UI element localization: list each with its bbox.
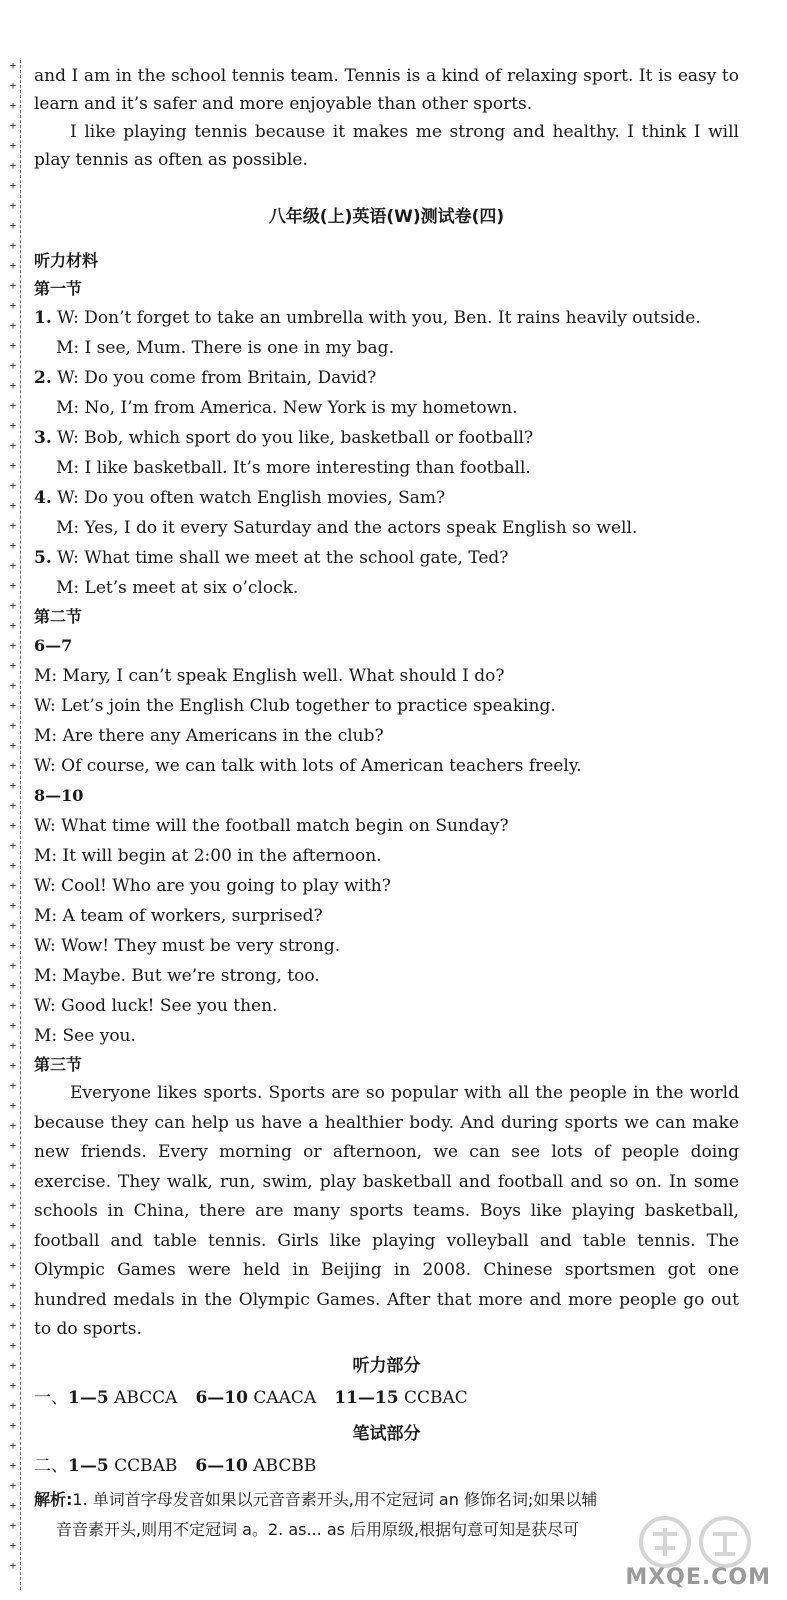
binding-tick: + (9, 1559, 17, 1572)
question-range: 8—10 (34, 786, 84, 805)
dialog-line: W: Of course, we can talk with lots of American teachers freely. (34, 756, 582, 776)
top-paragraph-1: and I am in the school tennis team. Tennis is a kind of relaxing sport. It is easy to learn and it’s safer and more enjoyable than other sports. (34, 66, 739, 114)
binding-tick: + (9, 519, 17, 532)
binding-tick: + (9, 879, 17, 892)
binding-tick: + (9, 959, 17, 972)
dialog-line: M: Yes, I do it every Saturday and the actors speak English so well. (56, 518, 638, 538)
binding-tick: + (9, 179, 17, 192)
dialog-text: W: Don’t forget to take an umbrella with you, Ben. It rains heavily outside. (57, 308, 701, 328)
binding-tick: + (9, 939, 17, 952)
listening-heading: 听力材料 (34, 251, 99, 270)
dialog-line: M: See you. (34, 1026, 136, 1046)
dialog-line (34, 363, 739, 393)
binding-tick: + (9, 439, 17, 452)
answer-range: 6—10 (195, 1387, 248, 1408)
binding-tick: + (9, 479, 17, 492)
writing-answers (34, 1451, 739, 1481)
dialog-line: M: Are there any Americans in the club? (34, 726, 384, 746)
binding-tick: + (9, 579, 17, 592)
binding-tick: + (9, 339, 17, 352)
analysis-line-2: 音音素开头,则用不定冠词 a。2. as... as 后用原级,根据句意可知是获尽可 (56, 1519, 580, 1539)
section1-heading: 第一节 (34, 279, 83, 298)
item-number: 3. (34, 428, 52, 448)
binding-tick: + (9, 1099, 17, 1112)
binding-tick: + (9, 99, 17, 112)
top-paragraph-2: I like playing tennis because it makes me strong and healthy. I think I will play tennis as often as possible. (34, 122, 739, 170)
binding-tick: + (9, 799, 17, 812)
section2-heading: 第二节 (34, 607, 83, 626)
binding-tick: + (9, 1139, 17, 1152)
dialog-line: M: No, I’m from America. New York is my hometown. (56, 398, 518, 418)
binding-tick: + (9, 319, 17, 332)
binding-tick: + (9, 659, 17, 672)
binding-tick: + (9, 1339, 17, 1352)
section3-passage: Everyone likes sports. Sports are so popular with all the people in the world because they can help us have a healthier body. And during sports we can make new friends. Every morning or afternoon, we can see lots of people doing exercise. They walk, run, swim, play basketball and football and so on. In some schools in China, there are many sports teams. Boys like playing basketball, football and table tennis. Girls like playing volleyball and table tennis. The Olympic Games were held in Beijing in 2008. Chinese sportsmen got one hundred medals in the Olympic Games. After that more and more people go out to do sports. (34, 1083, 739, 1339)
item-number: 2. (34, 368, 52, 388)
binding-tick: + (9, 499, 17, 512)
item-number: 1. (34, 308, 52, 328)
answer-prefix: 一、 (34, 1387, 68, 1408)
binding-tick: + (9, 859, 17, 872)
binding-tick: + (9, 1539, 17, 1552)
binding-tick: + (9, 419, 17, 432)
writing-part-title: 笔试部分 (352, 1423, 421, 1444)
binding-tick: + (9, 1119, 17, 1132)
binding-tick: + (9, 1479, 17, 1492)
dialog-line: W: Good luck! See you then. (34, 996, 278, 1016)
analysis-text: 1. 单词首字母发音如果以元音音素开头,用不定冠词 an 修饰名词;如果以辅 (72, 1489, 598, 1509)
binding-tick: + (9, 1219, 17, 1232)
binding-tick: + (9, 619, 17, 632)
section2-dialog2 (34, 811, 739, 1051)
binding-tick: + (9, 699, 17, 712)
section2-dialog1 (34, 661, 739, 781)
dialog-line (34, 483, 739, 513)
binding-tick: + (9, 219, 17, 232)
binding-tick: + (9, 539, 17, 552)
dialog-line (34, 303, 739, 333)
binding-tick: + (9, 139, 17, 152)
section3-heading: 第三节 (34, 1055, 83, 1074)
answer-key: CAACA (253, 1387, 317, 1408)
answer-key: CCBAB (114, 1455, 178, 1476)
binding-tick: + (9, 679, 17, 692)
dialog-text: W: Do you often watch English movies, Sam? (57, 488, 446, 508)
answer-key: ABCBB (253, 1455, 317, 1476)
document-page (34, 62, 739, 1545)
binding-tick: + (9, 1199, 17, 1212)
answer-range: 11—15 (334, 1387, 399, 1408)
binding-tick: + (9, 639, 17, 652)
question-range: 6—7 (34, 636, 73, 655)
binding-tick: + (9, 979, 17, 992)
binding-tick: + (9, 1239, 17, 1252)
binding-tick: + (9, 719, 17, 732)
dialog-line: M: Mary, I can’t speak English well. What should I do? (34, 666, 505, 686)
binding-tick: + (9, 1079, 17, 1092)
dialog-line: M: I like basketball. It’s more interesting than football. (56, 458, 531, 478)
analysis-label: 解析: (34, 1489, 73, 1509)
item-number: 5. (34, 548, 52, 568)
binding-tick: + (9, 899, 17, 912)
test-title: 八年级(上)英语(W)测试卷(四) (268, 207, 505, 227)
binding-tick: + (9, 919, 17, 932)
binding-tick: + (9, 119, 17, 132)
binding-tick: + (9, 1039, 17, 1052)
binding-tick: + (9, 259, 17, 272)
binding-tick: + (9, 1259, 17, 1272)
dialog-line: W: What time will the football match begin on Sunday? (34, 816, 509, 836)
section1-dialogs (34, 303, 739, 603)
binding-tick: + (9, 1439, 17, 1452)
binding-tick: + (9, 1059, 17, 1072)
listening-part-title: 听力部分 (352, 1355, 421, 1376)
binding-tick: + (9, 159, 17, 172)
binding-tick: + (9, 1499, 17, 1512)
dialog-line (34, 543, 739, 573)
binding-tick: + (9, 839, 17, 852)
dialog-text: W: Do you come from Britain, David? (57, 368, 377, 388)
binding-tick: + (9, 759, 17, 772)
dialog-line: M: Let’s meet at six o’clock. (56, 578, 299, 598)
binding-tick: + (9, 1179, 17, 1192)
binding-tick: + (9, 379, 17, 392)
binding-tick: + (9, 1379, 17, 1392)
answer-key: ABCCA (114, 1387, 178, 1408)
binding-tick: + (9, 1019, 17, 1032)
binding-tick: + (9, 1399, 17, 1412)
binding-tick: + (9, 1359, 17, 1372)
binding-tick: + (9, 1319, 17, 1332)
binding-tick: + (9, 559, 17, 572)
dialog-line: W: Let’s join the English Club together to practice speaking. (34, 696, 556, 716)
answer-range: 1—5 (68, 1455, 109, 1476)
binding-tick: + (9, 1419, 17, 1432)
binding-tick: + (9, 359, 17, 372)
binding-tick: + (9, 739, 17, 752)
binding-tick: + (9, 999, 17, 1012)
binding-tick: + (9, 1159, 17, 1172)
dialog-text: W: Bob, which sport do you like, basketball or football? (57, 428, 534, 448)
watermark-text: MXQE.COM (625, 1565, 771, 1590)
dialog-text: W: What time shall we meet at the school gate, Ted? (57, 548, 509, 568)
binding-tick: + (9, 1459, 17, 1472)
dialog-line: M: Maybe. But we’re strong, too. (34, 966, 320, 986)
binding-tick: + (9, 199, 17, 212)
binding-tick: + (9, 779, 17, 792)
binding-tick: + (9, 599, 17, 612)
binding-tick: + (9, 399, 17, 412)
dialog-line: W: Cool! Who are you going to play with? (34, 876, 391, 896)
listening-answers (34, 1383, 739, 1413)
binding-tick: + (9, 79, 17, 92)
analysis-line-1 (34, 1485, 739, 1515)
binding-tick: + (9, 279, 17, 292)
answer-key: CCBAC (403, 1387, 468, 1408)
dialog-line (34, 423, 739, 453)
answer-range: 6—10 (195, 1455, 248, 1476)
binding-tick: + (9, 239, 17, 252)
binding-margin (6, 60, 21, 1590)
binding-tick: + (9, 59, 17, 72)
dialog-line: M: I see, Mum. There is one in my bag. (56, 338, 394, 358)
binding-tick: + (9, 1299, 17, 1312)
binding-tick: + (9, 1279, 17, 1292)
dialog-line: W: Wow! They must be very strong. (34, 936, 341, 956)
dialog-line: M: A team of workers, surprised? (34, 906, 323, 926)
binding-tick: + (9, 819, 17, 832)
answer-prefix: 二、 (34, 1455, 68, 1476)
binding-tick: + (9, 459, 17, 472)
dialog-line: M: It will begin at 2:00 in the afternoon. (34, 846, 382, 866)
item-number: 4. (34, 488, 52, 508)
answer-range: 1—5 (68, 1387, 109, 1408)
binding-tick: + (9, 1519, 17, 1532)
binding-tick: + (9, 299, 17, 312)
